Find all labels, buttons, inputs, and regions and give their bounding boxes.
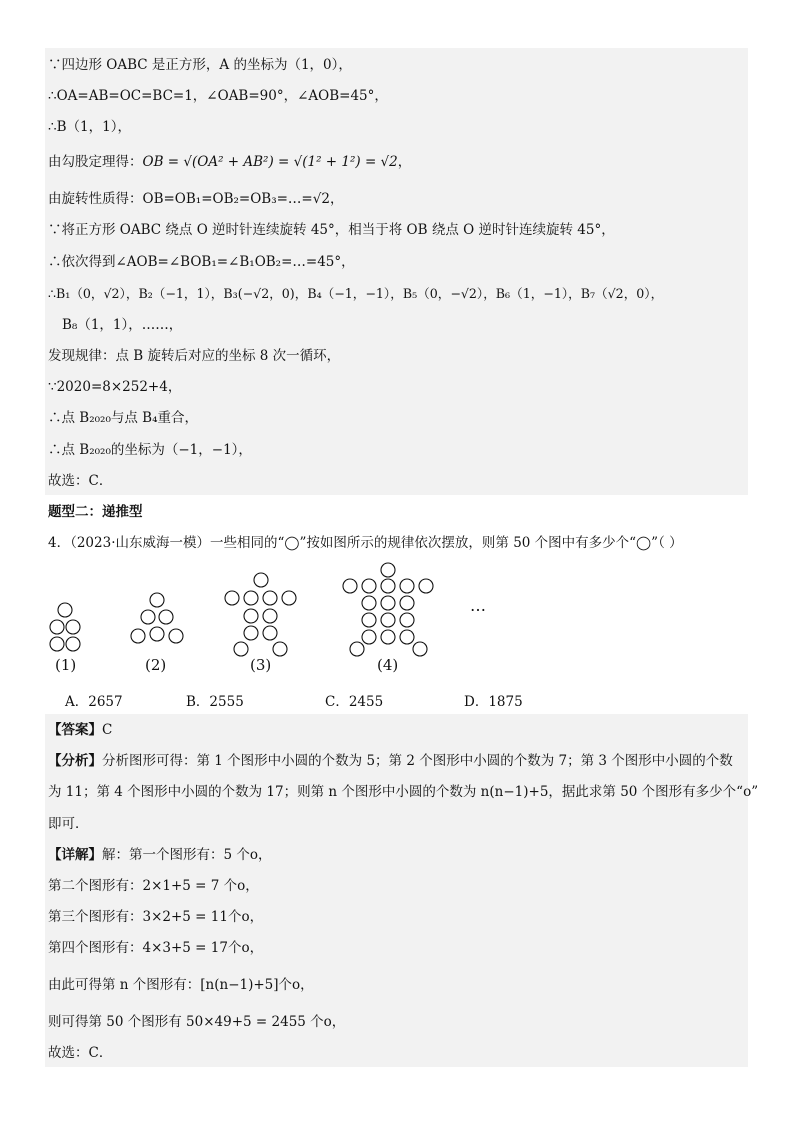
solution-line: B₈（1，1），……， — [62, 317, 183, 333]
pattern-3 — [225, 573, 296, 656]
pattern-4 — [343, 563, 433, 656]
pattern-2 — [131, 593, 183, 643]
analysis-line-1 — [48, 751, 733, 771]
solution-line: ∵将正方形 OABC 绕点 O 逆时针连续旋转 45°，相当于将 OB 绕点 O 逆时针连续旋转 45°， — [48, 222, 615, 238]
option-d: D．1875 — [464, 694, 523, 710]
detail-line-2: 第二个图形有：2×1+5 = 7 个o， — [48, 878, 259, 894]
detail-tag: 【详解】 — [48, 847, 102, 863]
figure-label-2: (2) — [145, 656, 167, 674]
solution-line-coordinates: ∴B₁（0，√2），B₂（−1，1），B₃(−√2，0)，B₄（−1，−1），B₅（0，−√2），B₆（1，−1），B₇（√2，0）， — [48, 286, 664, 301]
solution-line: ∵2020=8×252+4， — [48, 379, 182, 395]
detail-line-3: 第三个图形有：3×2+5 = 11个o， — [48, 909, 264, 925]
solution-line: ∵四边形 OABC 是正方形，A 的坐标为（1，0）， — [48, 57, 352, 73]
analysis-text: 分析图形可得：第 1 个图形中小圆的个数为 5；第 2 个图形中小圆的个数为 7；第 3 个图形中小圆的个数 — [102, 753, 733, 769]
solution-line: ∴依次得到∠AOB=∠BOB₁=∠B₁OB₂=…=45°， — [48, 254, 355, 270]
formula-suffix: ， — [397, 154, 412, 170]
solution-line: ∴B（1，1）， — [48, 119, 131, 135]
formula: OB = √(OA² + AB²) = √(1² + 1²) = √2 — [142, 154, 398, 170]
solution-line: 故选：C． — [48, 473, 113, 489]
detail-line-4: 第四个图形有：4×3+5 = 17个o， — [48, 940, 264, 956]
detail-line-1 — [48, 845, 272, 865]
question-text: 4．（2023·山东威海一模）一些相同的“◯”按如图所示的规律依次摆放，则第 50 个图中有多少个“◯”（ ） — [48, 535, 683, 551]
solution-line-pythagoras — [48, 152, 411, 172]
solution-line: 发现规律：点 B 旋转后对应的坐标 8 次一循环， — [48, 348, 341, 364]
analysis-line-2: 为 11；第 4 个图形中小圆的个数为 17；则第 n 个图形中小圆的个数为 n(n−1)+5，据此求第 50 个图形有多少个“o” — [48, 784, 759, 800]
solution-line: ∴OA=AB=OC=BC=1，∠OAB=90°，∠AOB=45°， — [48, 88, 388, 104]
pattern-1 — [50, 603, 80, 651]
detail-line-6: 则可得第 50 个图形有 50×49+5 = 2455 个o， — [48, 1014, 346, 1030]
figure-label-4: (4) — [377, 656, 399, 674]
detail-text: 解：第一个图形有：5 个o， — [102, 847, 272, 863]
answer-value: C — [102, 722, 113, 738]
answer-line — [48, 720, 112, 740]
ellipsis: … — [470, 596, 487, 615]
option-a: A．2657 — [65, 694, 123, 710]
option-b: B．2555 — [186, 694, 244, 710]
analysis-line-3: 即可． — [48, 816, 89, 832]
detail-line-5: 由此可得第 n 个图形有：[n(n−1)+5]个o， — [48, 977, 314, 993]
detail-line-7: 故选：C． — [48, 1045, 113, 1061]
section-title: 题型二：递推型 — [48, 504, 143, 520]
formula-prefix: 由勾股定理得： — [48, 154, 143, 170]
figure-label-3: (3) — [250, 656, 272, 674]
solution-line: 由旋转性质得：OB=OB₁=OB₂=OB₃=…=√2， — [48, 191, 344, 207]
analysis-tag: 【分析】 — [48, 753, 102, 769]
figure-label-1: (1) — [55, 656, 77, 674]
answer-tag: 【答案】 — [48, 722, 102, 738]
solution-line: ∴点 B₂₀₂₀与点 B₄重合， — [48, 410, 198, 426]
solution-line: ∴点 B₂₀₂₀的坐标为（−1，−1）， — [48, 442, 252, 458]
option-c: C．2455 — [325, 694, 384, 710]
